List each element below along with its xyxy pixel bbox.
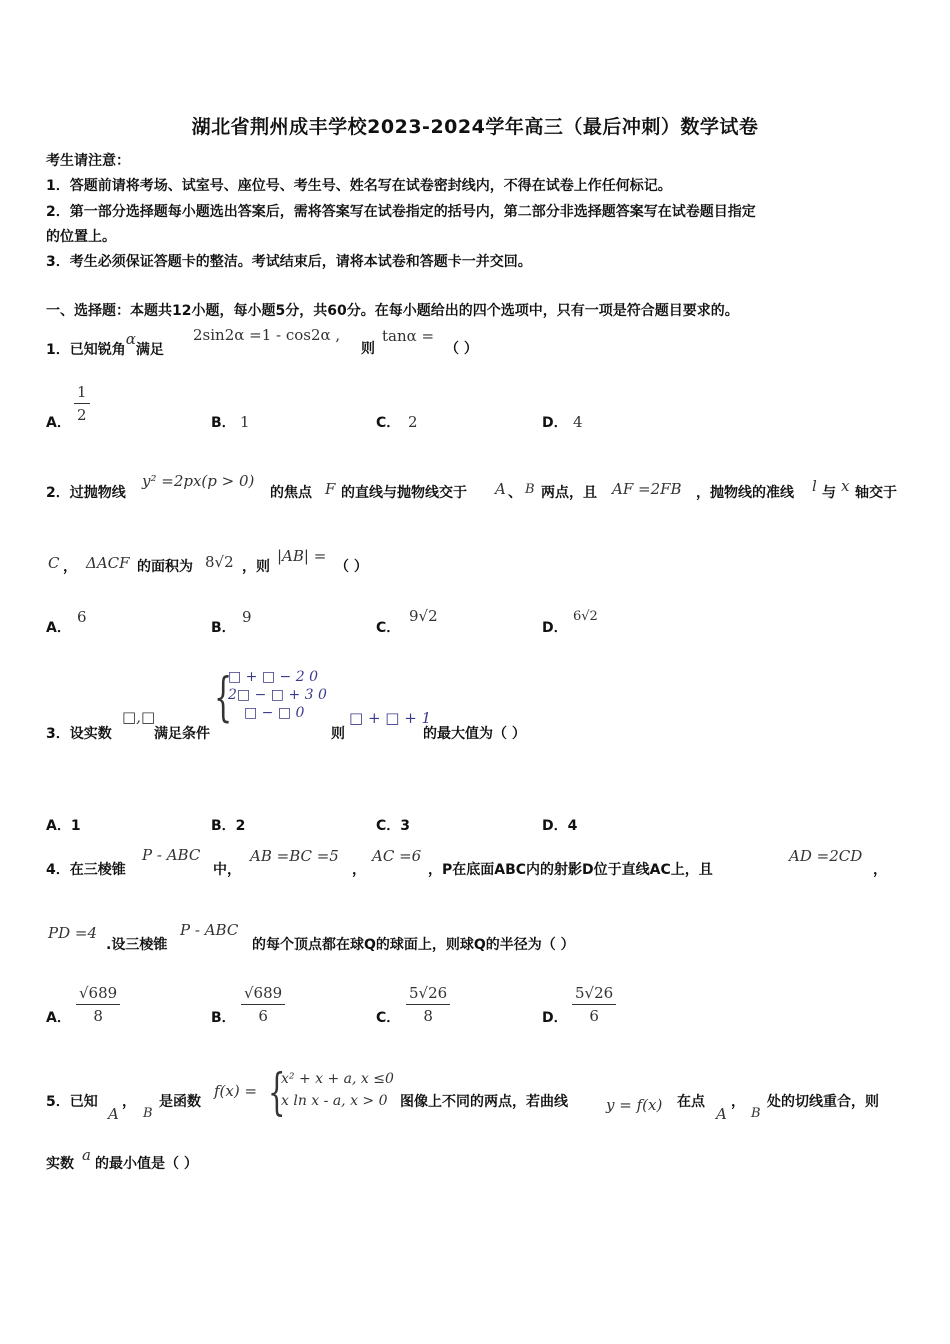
q2-triangle: ΔACF <box>86 554 130 572</box>
q2-area: 8√2 <box>205 553 234 571</box>
q1-option-d-value: 4 <box>573 413 583 431</box>
q4-option-b-fraction <box>241 984 285 1025</box>
q3-expression: □ + □ + 1 <box>349 709 432 727</box>
q4-option-a-den: 8 <box>93 1007 103 1025</box>
q1-option-b-value: 1 <box>240 413 250 431</box>
q2-af-eq: AF =2FB <box>612 480 682 498</box>
q5-comma: ， <box>122 1094 136 1110</box>
q2-text-j: ，则 <box>242 559 270 575</box>
q4-comma-1: ， <box>352 862 366 878</box>
q4-option-d-fraction <box>572 984 616 1025</box>
q4-ad-cd: AD =2CD <box>789 847 863 865</box>
q4-comma-2: ， <box>873 862 887 878</box>
q4-ac: AC =6 <box>372 847 422 865</box>
q4-option-c-value <box>406 984 450 1025</box>
q3-text-d: 的最大值为（ ） <box>423 726 526 742</box>
q4-text-d: .设三棱锥 <box>106 937 168 953</box>
q2-bracket: （ ） <box>335 559 368 575</box>
q4-option-a-fraction <box>76 984 120 1025</box>
q3-constraint-2: 2□ − □ + 3 0 <box>228 687 327 703</box>
q2-point-A: A <box>495 480 506 498</box>
q1-option-d-label: D． <box>542 415 568 431</box>
q5-piecewise-brace: { <box>268 1063 286 1121</box>
q1-option-a-value <box>74 383 90 424</box>
q5-point-B2: B <box>751 1106 761 1121</box>
q4-option-c-fraction <box>406 984 450 1025</box>
q3-text-a: 3．设实数 <box>46 726 112 742</box>
q5-case-2: x ln x - a, x > 0 <box>281 1093 388 1109</box>
q2-text-b: 的焦点 <box>270 485 312 501</box>
q5-text-e: 处的切线重合，则 <box>767 1094 879 1110</box>
q3-system-brace: { <box>214 668 233 728</box>
q5-text-g: 的最小值是（ ） <box>95 1156 198 1172</box>
q5-function: f(x) = <box>214 1082 258 1100</box>
q4-option-d-value <box>572 984 616 1025</box>
q1-bracket: （ ） <box>445 341 478 357</box>
q2-point-C: C <box>48 554 60 572</box>
q5-point-A2: A <box>716 1105 727 1123</box>
q4-option-d-label: D． <box>542 1010 568 1026</box>
q1-equation: 2sin2α =1 - cos2α , <box>193 326 341 344</box>
q3-constraint-3: □ − □ 0 <box>244 705 305 721</box>
q2-text-i: 的面积为 <box>137 559 193 575</box>
q2-text-h: ， <box>63 559 77 575</box>
q2-ab-abs: |AB| = <box>277 547 327 565</box>
q5-curve: y = f(x) <box>606 1096 663 1114</box>
q4-option-c-label: C． <box>376 1010 401 1026</box>
q3-vars: □,□ <box>122 708 156 726</box>
notice-line-2b: 的位置上。 <box>46 229 116 245</box>
q1-option-a-num: 1 <box>74 383 90 404</box>
q4-text-a: 4．在三棱锥 <box>46 862 126 878</box>
section-heading: 一、选择题：本题共12小题，每小题5分，共60分。在每小题给出的四个选项中，只有一项是符合题目要求的。 <box>46 303 739 319</box>
q4-option-c-den: 8 <box>423 1007 433 1025</box>
notice-line-2a: 2．第一部分选择题每小题选出答案后，需将答案写在试卷指定的括号内，第二部分非选择题答案写在试卷题目指定 <box>46 204 756 220</box>
q1-text-b: 满足 <box>135 342 164 358</box>
q1-option-a-den: 2 <box>77 406 87 424</box>
q4-option-b-value <box>241 984 285 1025</box>
q2-axis-x: x <box>841 477 850 495</box>
q4-option-b-label: B． <box>211 1010 236 1026</box>
q5-case-1: x² + x + a, x ≤0 <box>281 1071 394 1087</box>
q4-option-b-den: 6 <box>258 1007 268 1025</box>
q4-pyramid-2: P - ABC <box>180 921 239 939</box>
q5-text-a: 5．已知 <box>46 1094 98 1110</box>
q2-option-b-value: 9 <box>242 608 252 626</box>
notice-line-1: 1．答题前请将考场、试室号、座位号、考生号、姓名写在试卷密封线内，不得在试卷上作任何标记。 <box>46 178 672 194</box>
q2-text-c: 的直线与抛物线交于 <box>341 485 467 501</box>
q4-pyramid: P - ABC <box>142 846 201 864</box>
q3-text-c: 则 <box>331 726 345 742</box>
q1-option-a-fraction <box>74 383 90 424</box>
q2-text-d: 两点，且 <box>541 485 597 501</box>
q2-option-c-label: C． <box>376 620 401 636</box>
q2-text-f: 与 <box>822 485 836 501</box>
q5-text-f: 实数 <box>46 1156 74 1172</box>
q4-text-b: 中， <box>213 862 241 878</box>
q1-text-c: 则 <box>361 341 375 357</box>
q2-text-g: 轴交于 <box>855 485 897 501</box>
q2-option-b-label: B． <box>211 620 236 636</box>
q4-option-a-label: A． <box>46 1010 71 1026</box>
q3-constraint-1: □ + □ − 2 0 <box>228 669 318 685</box>
q2-option-d-value: 6√2 <box>573 609 598 624</box>
q5-var-a: a <box>82 1146 91 1164</box>
q3-option-a: A．1 <box>46 818 81 834</box>
q1-tan: tanα = <box>382 327 435 345</box>
page-title: 湖北省荆州成丰学校2023-2024学年高三（最后冲刺）数学试卷 <box>191 116 759 138</box>
q3-option-c: C．3 <box>376 818 411 834</box>
q1-option-a-label: A． <box>46 415 71 431</box>
q2-option-a-value: 6 <box>77 608 87 626</box>
q2-option-c-value: 9√2 <box>409 607 438 625</box>
q1-alpha: α <box>125 330 136 348</box>
q4-option-a-num: √689 <box>76 984 120 1005</box>
q1-stem <box>46 330 164 360</box>
q1-option-b-label: B． <box>211 415 236 431</box>
q1-text-a: 1．已知锐角 <box>46 342 126 358</box>
q3-system <box>228 668 327 722</box>
q3-text-b: 满足条件 <box>154 726 210 742</box>
q2-text-a: 2．过抛物线 <box>46 485 126 501</box>
q1-option-c-value: 2 <box>408 413 418 431</box>
q2-point-B: B <box>525 482 535 497</box>
q4-text-c: ，P在底面ABC内的射影D位于直线AC上，且 <box>428 862 713 878</box>
q2-parabola: y² =2px(p > 0) <box>142 472 255 490</box>
q5-point-A: A <box>108 1105 119 1123</box>
q4-option-a-value <box>76 984 120 1025</box>
q4-ab-bc: AB =BC =5 <box>250 847 339 865</box>
q2-text-e: ，抛物线的准线 <box>696 485 794 501</box>
q3-option-d: D．4 <box>542 818 578 834</box>
q5-text-d: 在点 <box>677 1094 705 1110</box>
q4-option-b-num: √689 <box>241 984 285 1005</box>
q5-piecewise <box>281 1068 394 1112</box>
notice-heading: 考生请注意： <box>46 153 130 169</box>
q2-focus-F: F <box>325 480 336 498</box>
q2-sep: 、 <box>508 485 522 501</box>
q4-option-c-num: 5√26 <box>406 984 450 1005</box>
q4-text-e: 的每个顶点都在球Q的球面上，则球Q的半径为（ ） <box>252 937 575 953</box>
notice-line-3: 3．考生必须保证答题卡的整洁。考试结束后，请将本试卷和答题卡一并交回。 <box>46 254 532 270</box>
q2-option-a-label: A． <box>46 620 71 636</box>
q4-pd: PD =4 <box>48 924 97 942</box>
q2-line-l: l <box>812 477 817 495</box>
q3-option-b: B．2 <box>211 818 246 834</box>
q5-comma-2: ， <box>731 1094 745 1110</box>
q5-point-B: B <box>143 1106 153 1121</box>
q5-text-b: 是函数 <box>159 1094 201 1110</box>
q1-option-c-label: C． <box>376 415 401 431</box>
q2-option-d-label: D． <box>542 620 568 636</box>
q4-option-d-num: 5√26 <box>572 984 616 1005</box>
q5-text-c: 图像上不同的两点，若曲线 <box>400 1094 568 1110</box>
q4-option-d-den: 6 <box>589 1007 599 1025</box>
